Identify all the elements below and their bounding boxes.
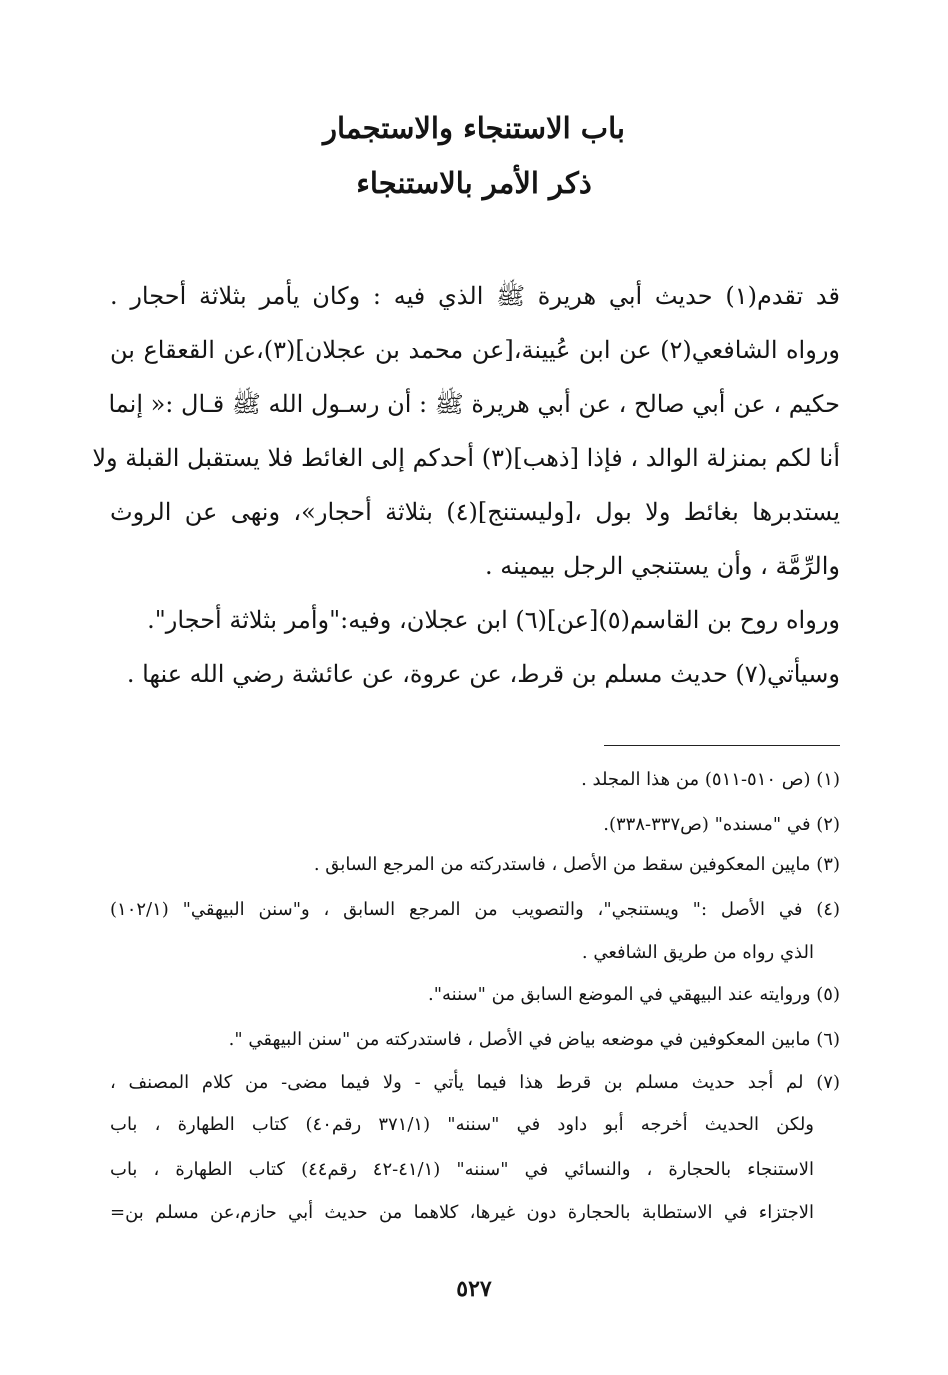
footnote-line: (٤) في الأصل :" ويستنجي"، والتصويب من المرجع السابق ، و"سنن البيهقي" (١٠٢/١)	[110, 899, 840, 920]
body-line: ورواه روح بن القاسم(٥)[عن](٦) ابن عجلان، وفيه:"وأمر بثلاثة أحجار".	[147, 606, 840, 634]
footnote-line: (٢) في "مسنده" (ص٣٣٧-٣٣٨).	[603, 814, 840, 835]
body-line: قد تقدم(١) حديث أبي هريرة ﷺ الذي فيه : وكان يأمر بثلاثة أحجار .	[110, 282, 840, 310]
body-line: حكيم ، عن أبي صالح ، عن أبي هريرة ﷺ : أن رسـول الله ﷺ قـال :« إنما	[108, 390, 840, 418]
body-line: أنا لكم بمنزلة الوالد ، فإذا [ذهب](٣) أحدكم إلى الغائط فلا يستقبل القبلة ولا	[92, 444, 840, 472]
section-title: ذكر الأمر بالاستنجاء	[356, 166, 592, 200]
footnote-line: (٣) ماپين المعكوفين سقط من الأصل ، فاستدركته من المرجع السابق .	[313, 854, 840, 875]
footnote-line: الذي رواه من طريق الشافعي .	[581, 942, 814, 963]
footnote-line: الاجتزاء في الاستطابة بالحجارة دون غيرها، كلاهما من حديث أبي حازم،عن مسلم بن=	[110, 1202, 814, 1223]
body-line: والرِّمَّة ، وأن يستنجي الرجل بيمينه .	[484, 552, 840, 580]
footnote-separator	[604, 745, 840, 746]
footnote-line: (٧) لم أجد حديث مسلم بن قرط هذا فيما يأتي - ولا فيما مضى- من كلام المصنف ،	[110, 1072, 840, 1093]
body-line: وسيأتي(٧) حديث مسلم بن قرط، عن عروة، عن عائشة رضي الله عنها .	[126, 660, 840, 688]
footnote-line: (٦) مابين المعكوفين في موضعه بياض في الأصل ، فاستدركته من "سنن البيهقي ".	[228, 1029, 840, 1050]
body-line: ورواه الشافعي(٢) عن ابن عُيينة،[عن محمد بن عجلان](٣)،عن القعقاع بن	[110, 336, 840, 364]
footnote-line: الاستنجاء بالحجارة ، والنسائي في "سننه" (٤١/١-٤٢ رقم٤٤) كتاب الطهارة ، باب	[110, 1159, 814, 1180]
footnote-line: ولكن الحديث أخرجه أبو داود في "سننه" (٣٧١/١ رقم٤٠) كتاب الطهارة ، باب	[110, 1114, 815, 1135]
footnote-line: (٥) وروايته عند البيهقي في الموضع السابق من "سننه".	[428, 984, 840, 1005]
page-number: ٥٢٧	[456, 1276, 492, 1302]
footnote-line: (١) (ص ٥١٠-٥١١) من هذا المجلد .	[581, 769, 840, 790]
body-line: يستدبرها بغائط ولا بول ،[وليستنج](٤) بثلاثة أحجار»، ونهى عن الروث	[110, 498, 840, 526]
chapter-title: باب الاستنجاء والاستجمار	[323, 111, 625, 145]
